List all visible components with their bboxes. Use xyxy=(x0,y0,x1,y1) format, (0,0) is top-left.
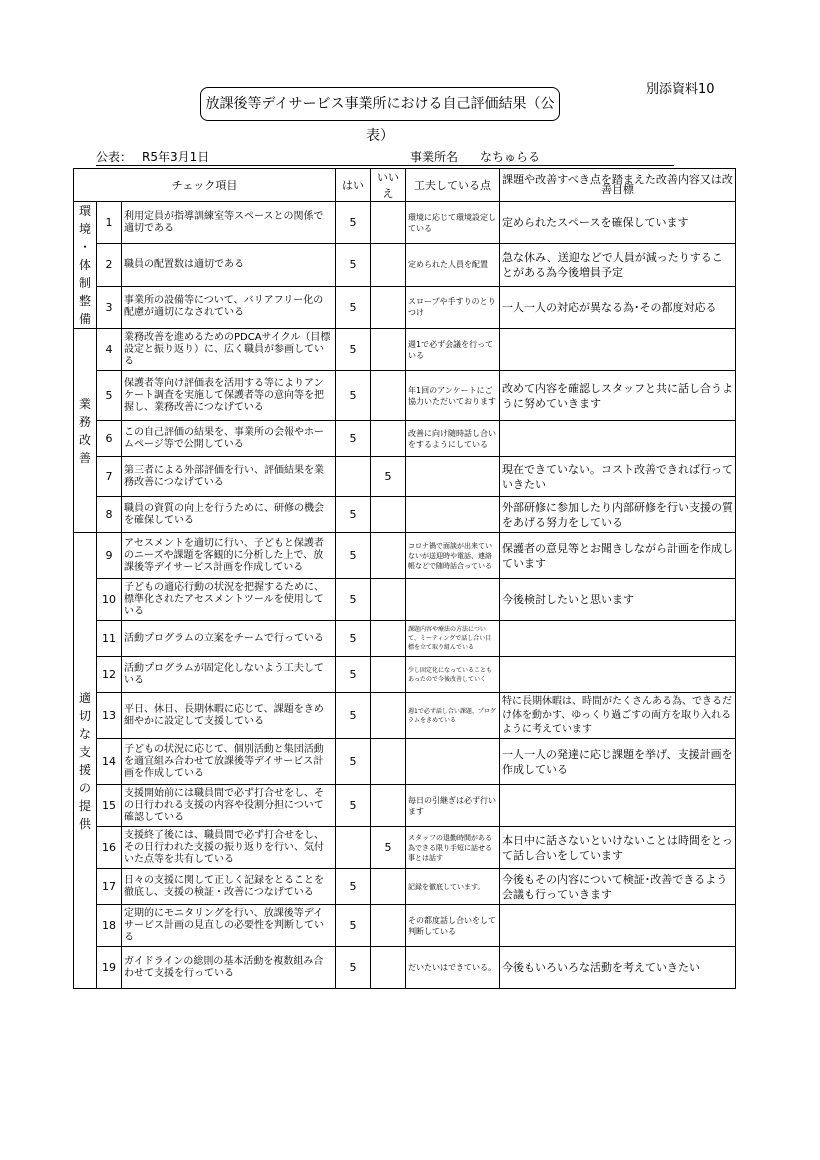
effort-note: 毎日の引継ぎは必ず行います xyxy=(406,785,500,827)
improvement-note: 本日中に話さないといけないことは時間をとって話し合いをしています xyxy=(500,827,736,869)
check-item: 職員の資質の向上を行うために、研修の機会を確保している xyxy=(122,497,336,533)
no-count xyxy=(371,905,406,947)
row-number: 1 xyxy=(97,202,122,244)
no-count xyxy=(371,947,406,989)
improvement-note: 特に長期休暇は、時間がたくさんある為、できるだけ体を動かす、ゆっくり過ごすの両方を取り入れるように考えています xyxy=(500,693,736,739)
document-title: 放課後等デイサービス事業所における自己評価結果（公表） xyxy=(200,87,560,121)
yes-count: 5 xyxy=(336,947,371,989)
row-number: 4 xyxy=(97,329,122,371)
improvement-note xyxy=(500,621,736,657)
effort-note: 少し固定化になっていることもあったので今後改善していく xyxy=(406,657,500,693)
yes-count: 5 xyxy=(336,785,371,827)
effort-note: その都度話し合いをして判断している xyxy=(406,905,500,947)
yes-count: 5 xyxy=(336,286,371,328)
effort-note xyxy=(406,497,500,533)
row-number: 12 xyxy=(97,657,122,693)
row-number: 3 xyxy=(97,286,122,328)
table-row xyxy=(74,421,736,457)
header-row xyxy=(74,169,736,202)
publication-label: 公表： xyxy=(96,150,133,164)
yes-count: 5 xyxy=(336,421,371,457)
yes-count: 5 xyxy=(336,497,371,533)
yes-count: 5 xyxy=(336,621,371,657)
no-count xyxy=(371,785,406,827)
row-number: 17 xyxy=(97,869,122,905)
improvement-note xyxy=(500,421,736,457)
no-count xyxy=(371,739,406,785)
row-number: 16 xyxy=(97,827,122,869)
publication-date: R5年3月1日 xyxy=(142,150,210,164)
improvement-note: 一人一人の対応が異なる為･その都度対応る xyxy=(500,286,736,328)
improvement-note: 今後検討したいと思います xyxy=(500,579,736,621)
check-item: 事業所の設備等について、バリアフリー化の配慮が適切になされている xyxy=(122,286,336,328)
effort-note: 改善に向け随時話し合いをするようにしている xyxy=(406,421,500,457)
row-number: 9 xyxy=(97,533,122,579)
effort-note: 環境に応じて環境設定している xyxy=(406,202,500,244)
check-item: 活動プログラムの立案をチームで行っている xyxy=(122,621,336,657)
no-count xyxy=(371,657,406,693)
table-row xyxy=(74,533,736,579)
improvement-note: 一人一人の発達に応じ課題を挙げ、支援計画を作成している xyxy=(500,739,736,785)
table-body xyxy=(74,202,736,989)
no-count: 5 xyxy=(371,457,406,497)
table-row xyxy=(74,693,736,739)
check-item: 支援開始前には職員間で必ず打合せをし、その日行われる支援の内容や役割分担について確認している xyxy=(122,785,336,827)
effort-note: だいたいはできている。 xyxy=(406,947,500,989)
annex-label: 別添資料10 xyxy=(646,82,715,97)
row-number: 8 xyxy=(97,497,122,533)
no-count xyxy=(371,421,406,457)
check-item: 保護者等向け評価表を活用する等によりアンケート調査を実施して保護者等の意向等を把握し、業務改善につなげている xyxy=(122,371,336,421)
check-item: 利用定員が指導訓練室等スペースとの関係で適切である xyxy=(122,202,336,244)
row-number: 18 xyxy=(97,905,122,947)
table-row xyxy=(74,657,736,693)
check-item: 業務改善を進めるためのPDCAサイクル（目標設定と振り返り）に、広く職員が参画している xyxy=(122,329,336,371)
check-item: 第三者による外部評価を行い、評価結果を業務改善につなげている xyxy=(122,457,336,497)
yes-count: 5 xyxy=(336,869,371,905)
improvement-note: 外部研修に参加したり内部研修を行い支援の質をあげる努力をしている xyxy=(500,497,736,533)
yes-count: 5 xyxy=(336,739,371,785)
effort-note: 記録を徹底しています。 xyxy=(406,869,500,905)
category-cell: 業 務 改 善 xyxy=(74,329,97,533)
check-item: 定期的にモニタリングを行い、放課後等デイサービス計画の見直しの必要性を判断している xyxy=(122,905,336,947)
effort-note: スロープや手すりのとりつけ xyxy=(406,286,500,328)
effort-note: 定められた人員を配置 xyxy=(406,244,500,286)
header-check-item: チェック項目 xyxy=(74,169,336,202)
no-count xyxy=(371,286,406,328)
yes-count: 5 xyxy=(336,329,371,371)
check-item: 活動プログラムが固定化しないよう工夫している xyxy=(122,657,336,693)
yes-count: 5 xyxy=(336,244,371,286)
yes-count xyxy=(336,827,371,869)
improvement-note: 保護者の意見等とお聞きしながら計画を作成しています xyxy=(500,533,736,579)
check-item: この自己評価の結果を、事業所の会報やホームページ等で公開している xyxy=(122,421,336,457)
check-item: 職員の配置数は適切である xyxy=(122,244,336,286)
improvement-note: 急な休み、送迎などで人員が減ったりすることがある為今後増員予定 xyxy=(500,244,736,286)
row-number: 7 xyxy=(97,457,122,497)
header-improvement: 課題や改善すべき点を踏まえた改善内容又は改善目標 xyxy=(500,169,736,202)
improvement-note xyxy=(500,657,736,693)
row-number: 14 xyxy=(97,739,122,785)
row-number: 13 xyxy=(97,693,122,739)
table-row xyxy=(74,905,736,947)
no-count xyxy=(371,693,406,739)
effort-note xyxy=(406,457,500,497)
office-name: なちゅらる xyxy=(480,150,541,164)
evaluation-table xyxy=(73,168,736,989)
yes-count: 5 xyxy=(336,905,371,947)
no-count xyxy=(371,329,406,371)
effort-note: 週1で必ず会議を行っている xyxy=(406,329,500,371)
category-cell: 適 切 な 支 援 の 提 供 xyxy=(74,533,97,989)
improvement-note: 現在できていない。コスト改善できれば行っていきたい xyxy=(500,457,736,497)
yes-count: 5 xyxy=(336,371,371,421)
improvement-note: 改めて内容を確認しスタッフと共に話し合うように努めていきます xyxy=(500,371,736,421)
no-count xyxy=(371,579,406,621)
table-row xyxy=(74,869,736,905)
row-number: 2 xyxy=(97,244,122,286)
row-number: 10 xyxy=(97,579,122,621)
check-item: アセスメントを適切に行い、子どもと保護者のニーズや課題を客観的に分析した上で、放課後等デイサービス計画を作成している xyxy=(122,533,336,579)
table-row xyxy=(74,286,736,328)
header-effort: 工夫している点 xyxy=(406,169,500,202)
header-no: いいえ xyxy=(371,169,406,202)
table-row xyxy=(74,202,736,244)
improvement-note xyxy=(500,329,736,371)
yes-count: 5 xyxy=(336,693,371,739)
yes-count: 5 xyxy=(336,533,371,579)
check-item: 支援終了後には、職員間で必ず打合せをし、その日行われた支援の振り返りを行い、気付いた点等を共有している xyxy=(122,827,336,869)
improvement-note xyxy=(500,905,736,947)
table-row xyxy=(74,244,736,286)
yes-count xyxy=(336,457,371,497)
row-number: 15 xyxy=(97,785,122,827)
no-count xyxy=(371,202,406,244)
office-label: 事業所名 xyxy=(410,150,459,164)
row-number: 11 xyxy=(97,621,122,657)
improvement-note: 今後もいろいろな活動を考えていきたい xyxy=(500,947,736,989)
table-row xyxy=(74,457,736,497)
table-row xyxy=(74,579,736,621)
yes-count: 5 xyxy=(336,202,371,244)
effort-note: スタッフの退勤時間がある為できる限り手短に話せる事とは話す xyxy=(406,827,500,869)
no-count xyxy=(371,371,406,421)
check-item: 平日、休日、長期休暇に応じて、課題をきめ細やかに設定して支援している xyxy=(122,693,336,739)
category-cell: 環 境 ・ 体 制 整 備 xyxy=(74,202,97,329)
check-item: 子どもの適応行動の状況を把握するために、標準化されたアセスメントツールを使用している xyxy=(122,579,336,621)
header-yes: はい xyxy=(336,169,371,202)
effort-note: 年1回のアンケートにご協力いただいております xyxy=(406,371,500,421)
check-item: 子どもの状況に応じて、個別活動と集団活動を適宜組み合わせて放課後等デイサービス計画を作成している xyxy=(122,739,336,785)
effort-note: 課題内容や療法の方法について、ミーティングで話し合い目標を立て取り組んでいる xyxy=(406,621,500,657)
yes-count: 5 xyxy=(336,657,371,693)
check-item: ガイドラインの総則の基本活動を複数組み合わせて支援を行っている xyxy=(122,947,336,989)
table-row xyxy=(74,329,736,371)
no-count xyxy=(371,869,406,905)
row-number: 5 xyxy=(97,371,122,421)
effort-note: コロナ禍で面談が出来ていないが送迎時や電話、連絡帳などで随時話合っている xyxy=(406,533,500,579)
no-count xyxy=(371,497,406,533)
effort-note xyxy=(406,579,500,621)
table-row xyxy=(74,621,736,657)
row-number: 19 xyxy=(97,947,122,989)
effort-note: 週1で必ず話し合い課題、プログラムをきめている xyxy=(406,693,500,739)
effort-note xyxy=(406,739,500,785)
yes-count: 5 xyxy=(336,579,371,621)
row-number: 6 xyxy=(97,421,122,457)
table-row xyxy=(74,497,736,533)
table-row xyxy=(74,947,736,989)
improvement-note: 定められたスペースを確保しています xyxy=(500,202,736,244)
table-row xyxy=(74,371,736,421)
no-count: 5 xyxy=(371,827,406,869)
check-item: 日々の支援に関して正しく記録をとることを徹底し、支援の検証・改善につなげている xyxy=(122,869,336,905)
table-row xyxy=(74,827,736,869)
table-row xyxy=(74,785,736,827)
no-count xyxy=(371,244,406,286)
publication-row xyxy=(96,148,674,166)
improvement-note xyxy=(500,785,736,827)
no-count xyxy=(371,533,406,579)
improvement-note: 今後もその内容について検証･改善できるよう会議も行っていきます xyxy=(500,869,736,905)
table-row xyxy=(74,739,736,785)
no-count xyxy=(371,621,406,657)
